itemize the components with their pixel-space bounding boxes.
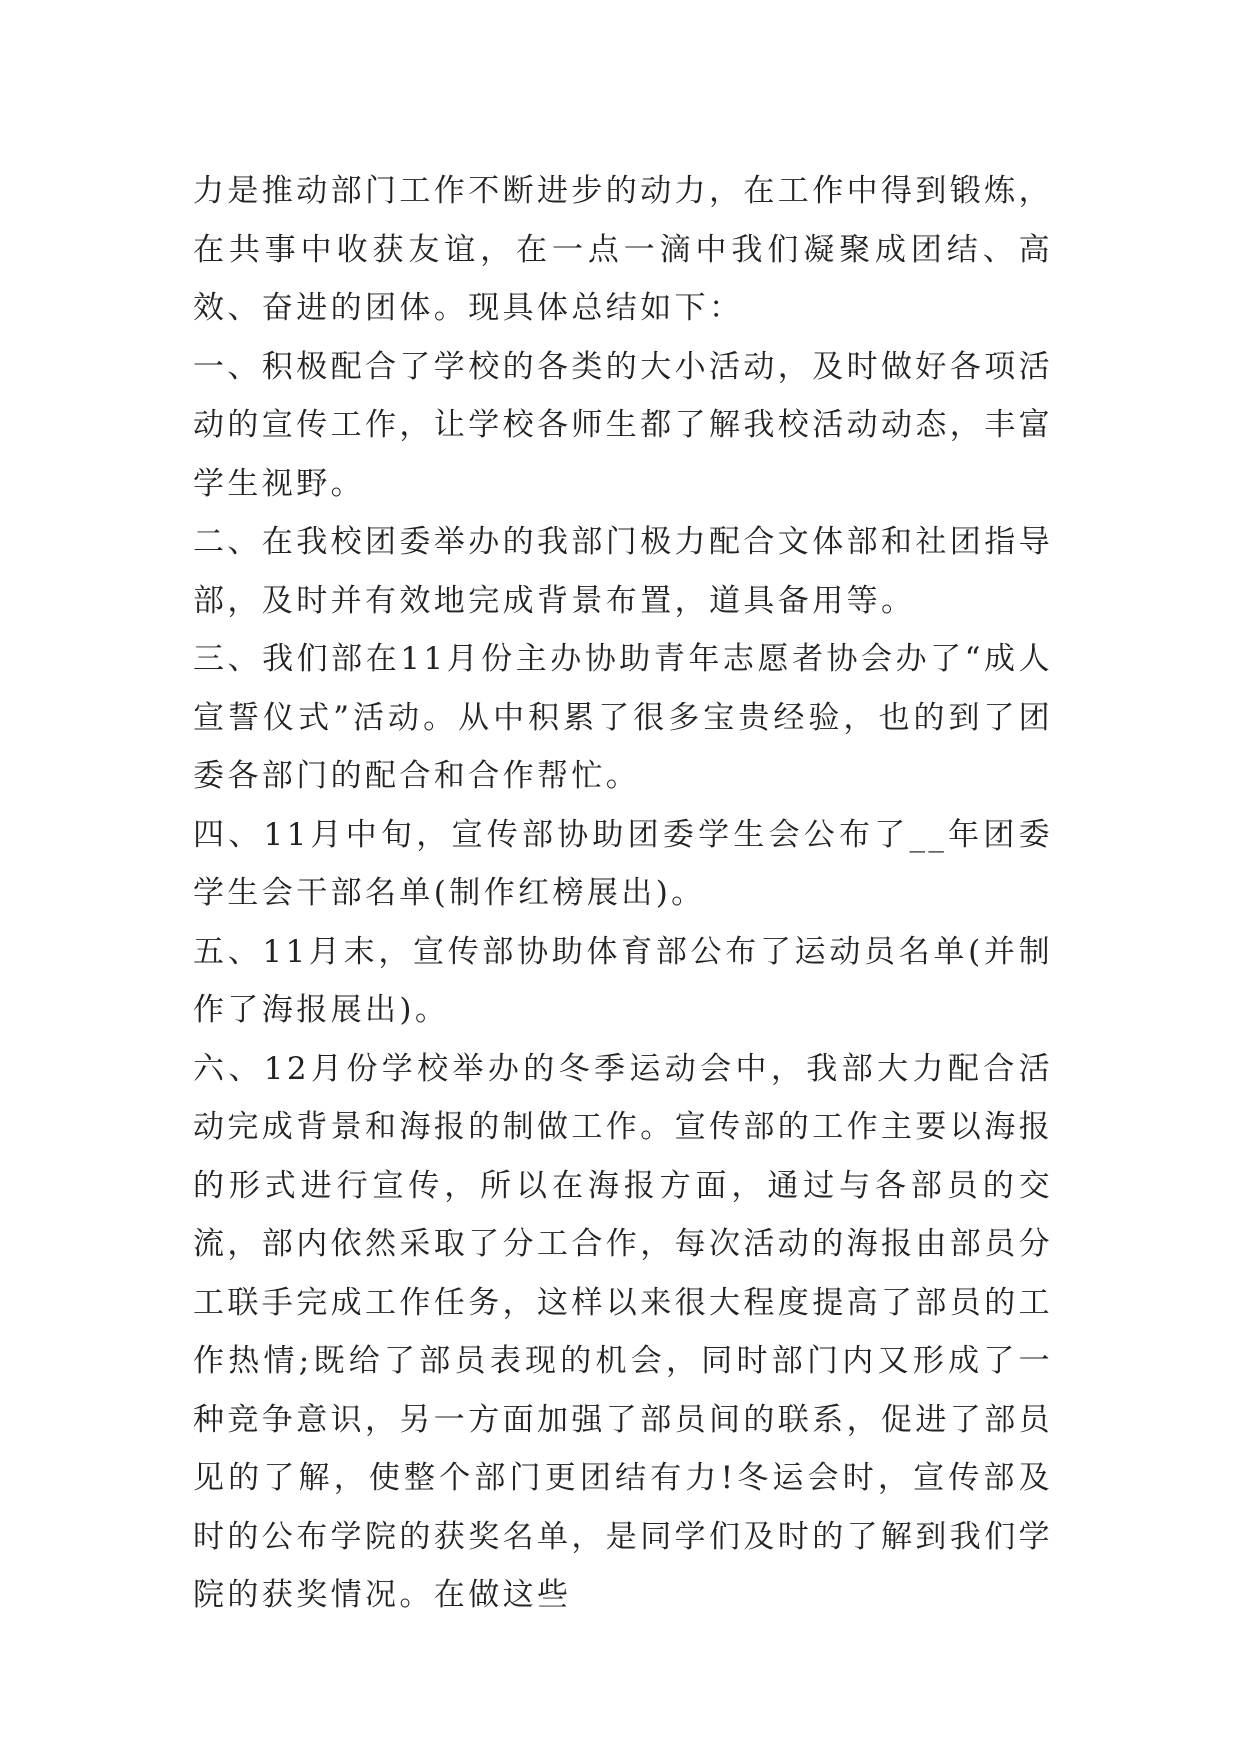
- paragraph-item-1: 一、积极配合了学校的各类的大小活动，及时做好各项活动的宣传工作，让学校各师生都了解我校活动动态，丰富学生视野。: [193, 348, 1053, 502]
- paragraph-item-3: 三、我们部在11月份主办协助青年志愿者协会办了“成人宣誓仪式”活动。从中积累了很多宝贵经验，也的到了团委各部门的配合和合作帮忙。: [193, 641, 1053, 794]
- paragraph-item-5: 五、11月末，宣传部协助体育部公布了运动员名单(并制作了海报展出)。: [193, 933, 1053, 1028]
- paragraph-intro: 力是推动部门工作不断进步的动力，在工作中得到锻炼，在共事中收获友谊，在一点一滴中我们凝聚成团结、高效、奋进的团体。现具体总结如下：: [193, 173, 1053, 326]
- paragraph-item-4: 四、11月中旬，宣传部协助团委学生会公布了__年团委学生会干部名单(制作红榜展出)。: [193, 816, 1053, 911]
- paragraph-item-2: 二、在我校团委举办的我部门极力配合文体部和社团指导部，及时并有效地完成背景布置，道具备用等。: [193, 524, 1053, 619]
- document-body: [193, 162, 1053, 1625]
- paragraph-item-6: 六、12月份学校举办的冬季运动会中，我部大力配合活动完成背景和海报的制做工作。宣传部的工作主要以海报的形式进行宣传，所以在海报方面，通过与各部员的交流，部内依然采取了分工合作，每次活动的海报由部员分工联手完成工作任务，这样以来很大程度提高了部员的工作热情;既给了部员表现的机会，同时部门内又形成了一种竞争意识，另一方面加强了部员间的联系，促进了部员见的了解，使整个部门更团结有力!冬运会时，宣传部及时的公布学院的获奖名单，是同学们及时的了解到我们学院的获奖情况。在做这些: [193, 1050, 1053, 1613]
